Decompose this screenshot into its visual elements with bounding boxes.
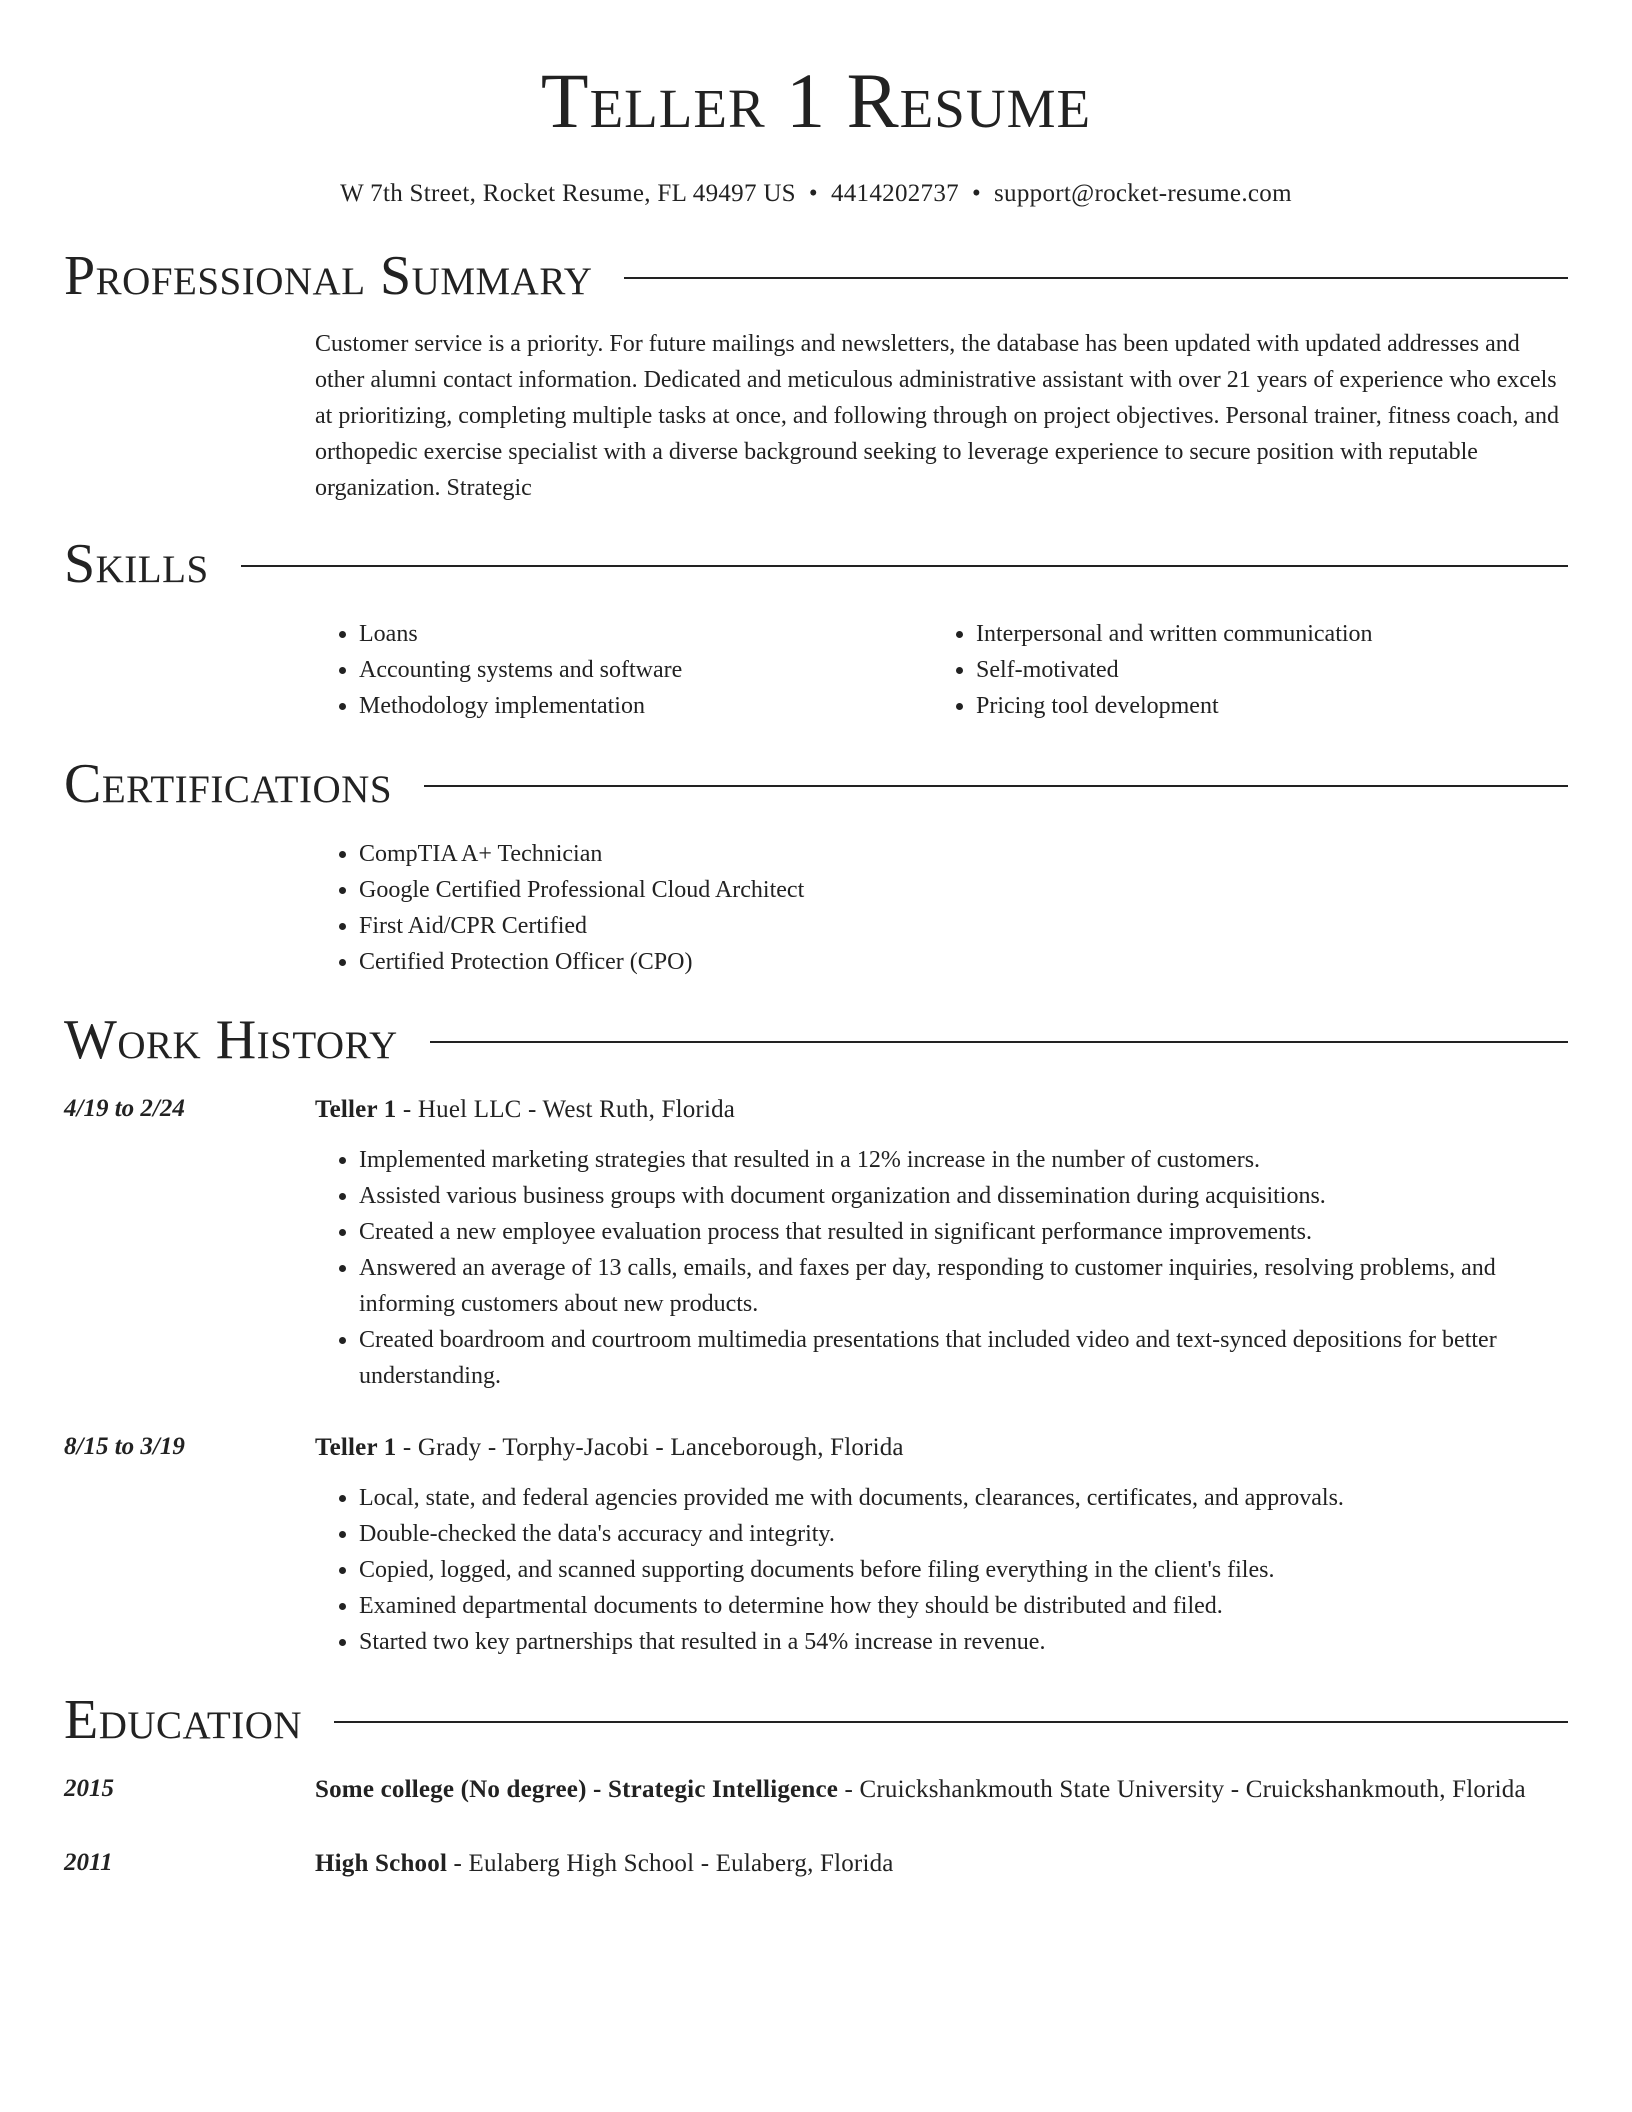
work-bullet: • Answered an average of 13 calls, emails, and faxes per day, responding to customer inquiries, resolving problems, and informing customers about new products. xyxy=(359,1250,1568,1322)
skill-item: • Loans xyxy=(359,616,932,652)
work-entry xyxy=(64,1090,1568,1394)
work-bullet: • Local, state, and federal agencies provided me with documents, clearances, certificates, and approvals. xyxy=(359,1480,1568,1516)
summary-text: Customer service is a priority. For future mailings and newsletters, the database has been updated with updated addresses and other alumni contact information. Dedicated and meticulous administrative assistant with over 21 years of experience who excels at prioritizing, completing multiple tasks at once, and following through on project objectives. Personal trainer, fitness coach, and orthopedic exercise specialist with a diverse background seeking to leverage experience to secure position with reputable organization. Strategic xyxy=(315,330,1560,501)
section-heading-summary: Professional Summary xyxy=(64,244,593,307)
skill-item: • Self-motivated xyxy=(976,652,1568,688)
work-bullet: • Copied, logged, and scanned supporting documents before filing everything in the client's files. xyxy=(359,1552,1568,1588)
job-employer: - Huel LLC - West Ruth, Florida xyxy=(396,1095,736,1123)
work-bullet: • Double-checked the data's accuracy and integrity. xyxy=(359,1516,1568,1552)
education-title-line xyxy=(315,1770,1568,1810)
education-section-header xyxy=(64,1688,1568,1751)
education-date: 2011 xyxy=(64,1848,113,1876)
skills-grid xyxy=(315,616,1568,724)
education-entry xyxy=(64,1844,1568,1884)
education-date: 2015 xyxy=(64,1774,114,1802)
work-bullet: • Created a new employee evaluation process that resulted in significant performance improvements. xyxy=(359,1214,1568,1250)
certification-item: • Certified Protection Officer (CPO) xyxy=(359,944,1568,980)
section-heading-education: Education xyxy=(64,1688,303,1751)
education-entry xyxy=(64,1770,1568,1810)
work-date: 4/19 to 2/24 xyxy=(64,1094,185,1122)
section-heading-certifications: Certifications xyxy=(64,752,393,815)
degree-title: High School xyxy=(315,1849,448,1877)
certifications-list xyxy=(315,836,1568,980)
job-title: Teller 1 xyxy=(315,1095,397,1123)
work-bullet: • Assisted various business groups with document organization and dissemination during acquisitions. xyxy=(359,1178,1568,1214)
work-bullet: • Started two key partnerships that resulted in a 54% increase in revenue. xyxy=(359,1624,1568,1660)
skill-item: • Methodology implementation xyxy=(359,688,932,724)
school-info: - Cruickshankmouth State University - Cruickshankmouth, Florida xyxy=(838,1775,1526,1803)
work-title-line xyxy=(315,1428,1568,1468)
certifications-block xyxy=(315,836,1568,980)
work-bullet: • Implemented marketing strategies that resulted in a 12% increase in the number of customers. xyxy=(359,1142,1568,1178)
work-entry-body xyxy=(315,1428,1568,1660)
work-entry-body xyxy=(315,1090,1568,1394)
work-bullet: • Examined departmental documents to determine how they should be distributed and filed. xyxy=(359,1588,1568,1624)
section-divider xyxy=(624,277,1568,279)
degree-title: Some college (No degree) - Strategic Intelligence xyxy=(315,1775,839,1803)
certification-item: • CompTIA A+ Technician xyxy=(359,836,1568,872)
certifications-section-header xyxy=(64,752,1568,815)
work-section-header xyxy=(64,1008,1568,1071)
section-divider xyxy=(430,1041,1568,1043)
contact-separator: • xyxy=(808,179,818,207)
skills-list-right xyxy=(932,616,1568,724)
section-heading-skills: Skills xyxy=(64,532,209,595)
contact-line xyxy=(64,180,1568,208)
work-date: 8/15 to 3/19 xyxy=(64,1432,185,1460)
work-title-line xyxy=(315,1090,1568,1130)
section-divider xyxy=(424,785,1568,787)
skill-item: • Pricing tool development xyxy=(976,688,1568,724)
certification-item: • First Aid/CPR Certified xyxy=(359,908,1568,944)
skill-item: • Accounting systems and software xyxy=(359,652,932,688)
section-divider xyxy=(334,1721,1568,1723)
summary-section-header xyxy=(64,244,1568,307)
resume-name: Teller 1 Resume xyxy=(540,57,1092,144)
school-info: - Eulaberg High School - Eulaberg, Florida xyxy=(447,1849,894,1877)
work-entry xyxy=(64,1428,1568,1660)
section-heading-work: Work History xyxy=(64,1008,398,1071)
skills-section-header xyxy=(64,532,1568,595)
contact-phone: 4414202737 xyxy=(830,179,959,207)
work-bullet: • Created boardroom and courtroom multimedia presentations that included video and text-synced depositions for better understanding. xyxy=(359,1322,1568,1394)
education-entry-body xyxy=(315,1844,1568,1884)
contact-address: W 7th Street, Rocket Resume, FL 49497 US xyxy=(340,179,796,207)
skill-item: • Interpersonal and written communication xyxy=(976,616,1568,652)
work-bullets xyxy=(315,1480,1568,1660)
skills-list-left xyxy=(315,616,932,724)
contact-separator: • xyxy=(971,179,982,207)
education-title-line xyxy=(315,1844,1568,1884)
education-entry-body xyxy=(315,1770,1568,1810)
job-employer: - Grady - Torphy-Jacobi - Lanceborough, Florida xyxy=(396,1433,904,1461)
section-divider xyxy=(241,565,1568,567)
job-title: Teller 1 xyxy=(315,1433,397,1461)
contact-email: support@rocket-resume.com xyxy=(994,179,1292,207)
certification-item: • Google Certified Professional Cloud Architect xyxy=(359,872,1568,908)
work-bullets xyxy=(315,1142,1568,1394)
